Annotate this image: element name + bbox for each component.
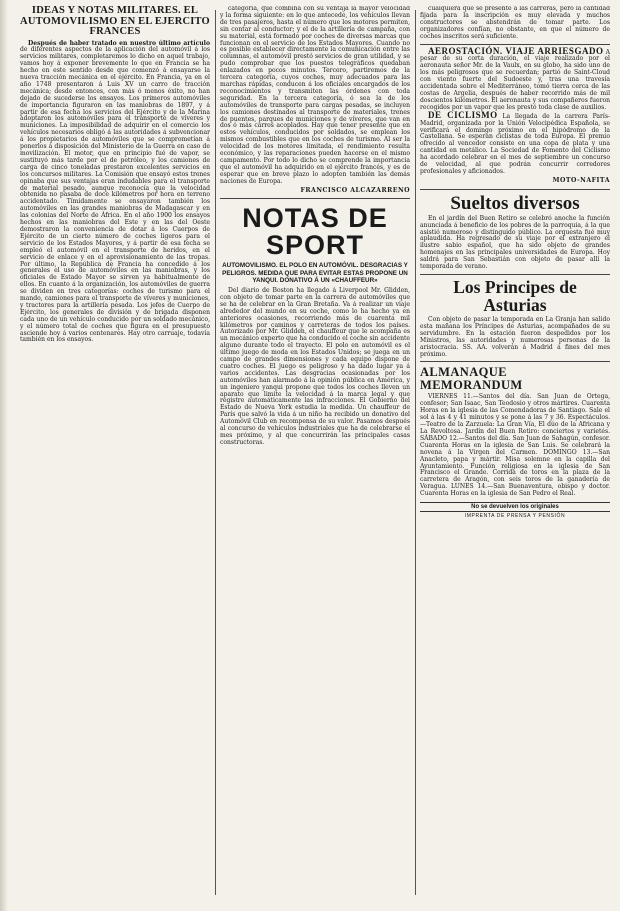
section-divider xyxy=(220,198,410,199)
article-signature: FRANCISCO ALCAZARRENO xyxy=(300,186,410,194)
principes-title: Los Principes de Asturias xyxy=(453,277,577,315)
cycling-body: La llegada de la carrera París-Madrid, organizada por la Unión Velocipédica Española, se verificará el domingo próximo en el hipódromo de la Castellana. Se esperan ciclistas de toda Europa. El premio ofrecido al vencedor consiste en una copa de plata y una cantidad en metálico. La Sociedad de Fomento del Ciclismo ha acordado celebrar en el mes de septiembre un concurso de velocidad, al que podrán concurrir corredores profesionales y aficionados. xyxy=(420,112,610,175)
column-2 xyxy=(220,6,410,901)
sport-subheadline: AUTOMOVILISMO. EL POLO EN AUTOMÓVIL. DESGRACIAS Y PELIGROS. MEDIDA QUE PARA EVITAR ESTAS PROPONE UN YANQUI. DONATIVO Á UN «CHAUFFEUR» xyxy=(222,262,408,285)
page-edge-shadow xyxy=(0,0,8,911)
sport-section-title: NOTAS DE SPORT xyxy=(242,203,388,261)
aerostation-body: A pesar de su corta duración, el viaje realizado por el aeronauta señor Mr. de la Vaulx, en su globo, ha sido uno de los más peligrosos que se recuerdan; partió de Saint-Cloud con viento fuerte del Sudoeste y, tras una travesía accidentada sobre el Mediterráneo, tomó tierra cerca de las costas de Argelia, después de haber recorrido más de mil doscientos kilómetros. El aeronauta y sus compañeros fueron recogidos por un vapor que les prestó toda clase de auxilios. xyxy=(420,48,610,111)
cycling-block xyxy=(420,109,610,176)
sport-continued: cualquiera que se presente á las carreras, pero la cantidad fijada para la inscripción es muy elevada y muchos constructores se abstendrán de tomar parte. Los organizadores confían, no obstante, en que el número de coches inscritos será suficiente. xyxy=(420,6,610,40)
military-notes-continued: categoría, que combina con su ventaja la mayor velocidad y la forma siguiente: en lo que antecede, los vehículos llevan de tres pasajeros, hasta el número que los motores permiten, sin contar al conductor; y el de la artillería de campaña, con su material, está formado por coches de diversas marcas que funcionan en el servicio de los Estados Mayores. Cuando no es posible establecer directamente la comunicación entre las columnas, el automóvil prestó servicios de gran utilidad, y se pudo comprobar que los puestos telegráficos quedaban enlazados en pocos minutos. Tercero, partiremos de la tercera categoría, cuyos coches, muy adecuados para las marchas rápidas, conducen á los oficiales encargados de los reconocimientos y transmiten las órdenes con toda seguridad. En la tercera categoría, ó sea la de los automóviles de transporte para cargas pesadas, se incluyen los camiones destinados al transporte de materiales, trenes de puentes, parques de municiones y de víveres, que van en dos ó más carros acoplados. Hay que tener presente que en estos vehículos, conducidos por soldados, se emplean los mismos combustibles que en los coches de turismo. Al ser la velocidad de los motores limitada, el rendimiento resulta económico, y las reparaciones pueden hacerse en el mismo campamento. Por todo lo dicho se comprende la importancia que el automóvil ha adquirido en el ejército francés, y es de esperar que en breve plazo lo adopten también las demás naciones de Europa. xyxy=(220,6,410,185)
moto-signature: MOTO-NAFITA xyxy=(552,176,610,184)
almanaque-title: ALMANAQUE MEMORANDUM xyxy=(420,365,523,392)
section-divider xyxy=(420,44,610,45)
footer-printer: IMPRENTA DE PRENSA Y PENSIÓN xyxy=(464,513,566,520)
footer-notice xyxy=(420,502,610,519)
column-rule xyxy=(415,10,416,895)
military-notes-body xyxy=(20,41,210,345)
column-1 xyxy=(20,6,210,901)
principes-body: Con objeto de pasar la temporada en La Granja han salido esta mañana los Príncipes de Asturias, acompañados de su servidumbre. En la estación fueron despedidos por los Ministros, las autoridades y numerosas personas de la aristocracia. SS. AA. volverán á Madrid á fines del mes próximo. xyxy=(420,316,610,358)
almanaque-body: VIERNES 11.—Santos del día. San Juan de Ortega, confesor; San Isaac, San Teodosio y otros mártires. Cuarenta Horas en la iglesia de las Comendadoras de Santiago. Sale el sol á las 4 y 41 minutos y se pone á las 7 y 36. Espectáculos.—Teatro de la Zarzuela: La Gran Vía, El dúo de la Africana y La Revoltosa. Jardín del Buen Retiro: conciertos y varietés. SÁBADO 12.—Santos del día. San Juan de Sahagún, confesor. Cuarenta Horas en la iglesia de San Luis. Se celebrará la novena á la Virgen del Carmen. DOMINGO 13.—San Anacleto, papa y mártir. Misa solemne en la capilla del Ayuntamiento. Función religiosa en la iglesia de San Francisco el Grande. Corrida de toros en la plaza de la carretera de Aragón, con seis toros de la ganadería de Veragua. LUNES 14.—San Buenaventura, obispo y doctor. Cuarenta Horas en la iglesia de San Pedro el Real. xyxy=(420,393,610,498)
military-notes-lead: Después de haber tratado en nuestro último artículo xyxy=(28,39,210,47)
section-divider xyxy=(420,361,610,362)
military-notes-title: IDEAS Y NOTAS MILITARES. EL AUTOMOVILISMO EN EL EJERCITO FRANCES xyxy=(20,6,210,37)
column-rule xyxy=(215,10,216,895)
military-notes-text: de diferentes aspectos de la aplicación del automóvil á los servicios militares, completaremos lo dicho en aquel trabajo, vamos hoy á exponer brevemente lo que en Francia se ha hecho en este sentido desde que comenzó á ensayarse la nueva tracción mecánica en el ejército. En Francia, ya en el año 1748 presentaron á Luis XV un carro de tracción mecánica; desde entonces, con más ó menos éxito, no han dejado de sucederse los ensayos. Los primeros automóviles de importancia figuraron en las maniobras de 1897, y á partir de esa fecha los servicios del Ejército y de la Marina adoptaron los automóviles para el transporte de víveres y municiones. La imposibilidad de adquirir en el comercio los vehículos necesarios obligó á las autoridades á subvencionar á los propietarios de automóviles que se comprometían á ponerlos á disposición del Ministerio de la Guerra en caso de movilización. El motor, que en principio fué de vapor, se sustituyó más tarde por el de petróleo, y los camiones de carga de cinco toneladas prestaron excelentes servicios en los concursos militares. La Comisión que ensayó estos trenes opinaba que sus ventajas eran indudables para el transporte de material pesado, aunque reconocía que la velocidad obtenida no pasaba de doce kilómetros por hora en terreno accidentado. Tímidamente se ensayaron también los automóviles en las grandes maniobras de Madagascar y en las colonias del Norte de África. En el año 1900 los ensayos hechos en las maniobras del Este y en las del Oeste demostraron la conveniencia de dotar á los Cuerpos de Ejército de un cierto número de coches ligeros para el servicio de los Estados Mayores, y á partir de esa fecha se empleó el automóvil en el transporte de heridos, en el servicio de enlace y en el aprovisionamiento de las tropas. Por último, la República de Francia ha concedido á los generales el uso de automóviles en las maniobras, y los oficiales de Estado Mayor se sirven ya habitualmente de ellos. En cuanto á la organización, los automóviles de guerra se dividen en tres categorías: coches de turismo para el mando, camiones para el transporte de víveres y municiones, y tractores para la artillería pesada. Los jefes de Cuerpo de Ejército, los generales de división y de brigada disponen cada uno de un vehículo conducido por un soldado mecánico, y el número total de coches que figura en el presupuesto asciende hoy á varios centenares. Hay otro carruaje, todavía también en los ensayos. xyxy=(20,46,210,344)
sueltos-body: En el jardín del Buen Retiro se celebró anoche la función anunciada á beneficio de los pobres de la parroquia, á la que asistió numeroso y distinguido público. La orquesta fué muy aplaudida. Ha regresado de su viaje por el extranjero el ilustre sabio español, que ha sido objeto de grandes homenajes en las principales universidades de Europa. Hoy saldrá para San Sebastián con objeto de pasar allí la temporada de verano. xyxy=(420,214,610,271)
section-divider xyxy=(420,189,610,190)
sport-body: Del diario de Boston ha llegado á Liverpool Mr. Glidden, con objeto de tomar parte en la carrera de automóviles que se ha de celebrar en la Gran Bretaña. Va á realizar un viaje alrededor del mundo en su coche, como lo ha hecho ya en anteriores ocasiones, recorriendo más de cuarenta mil kilómetros por caminos y carreteras de todos los países. Autorizado por Mr. Glidden, el chauffeur que le acompaña es un mecánico experto que ha conducido el coche sin accidente alguno durante todo el trayecto. El polo en automóvil es el último juego de moda en los Estados Unidos; se juega en un campo de grandes dimensiones y cada equipo dispone de cuatro coches. El juego es peligroso y ha dado lugar ya á varios accidentes. Las desgracias ocasionadas por los automóviles han alarmado á la opinión pública en América, y un ingeniero yanqui propone que todos los coches lleven un aparato que limite la velocidad á la marca legal y que registre automáticamente las infracciones. El Gobierno del Estado de Nueva York estudia la medida. Un chauffeur de París que salvó la vida á un niño ha recibido un donativo del Automóvil Club en recompensa de su valor. Pasamos después al concurso de vehículos industriales que ha de celebrarse el mes próximo, y al que concurrirán las principales casas constructoras. xyxy=(220,286,410,446)
column-3 xyxy=(420,6,610,901)
section-divider xyxy=(420,274,610,275)
aerostation-title: AEROSTACIÓN. VIAJE ARRIESGADO xyxy=(428,45,604,56)
cycling-title: DE CICLISMO xyxy=(428,109,498,120)
sueltos-title: Sueltos diversos xyxy=(450,192,580,214)
footer-notice-line: No se devuelven los originales xyxy=(420,502,610,512)
newspaper-page xyxy=(20,6,610,901)
aerostation-block xyxy=(420,45,610,112)
